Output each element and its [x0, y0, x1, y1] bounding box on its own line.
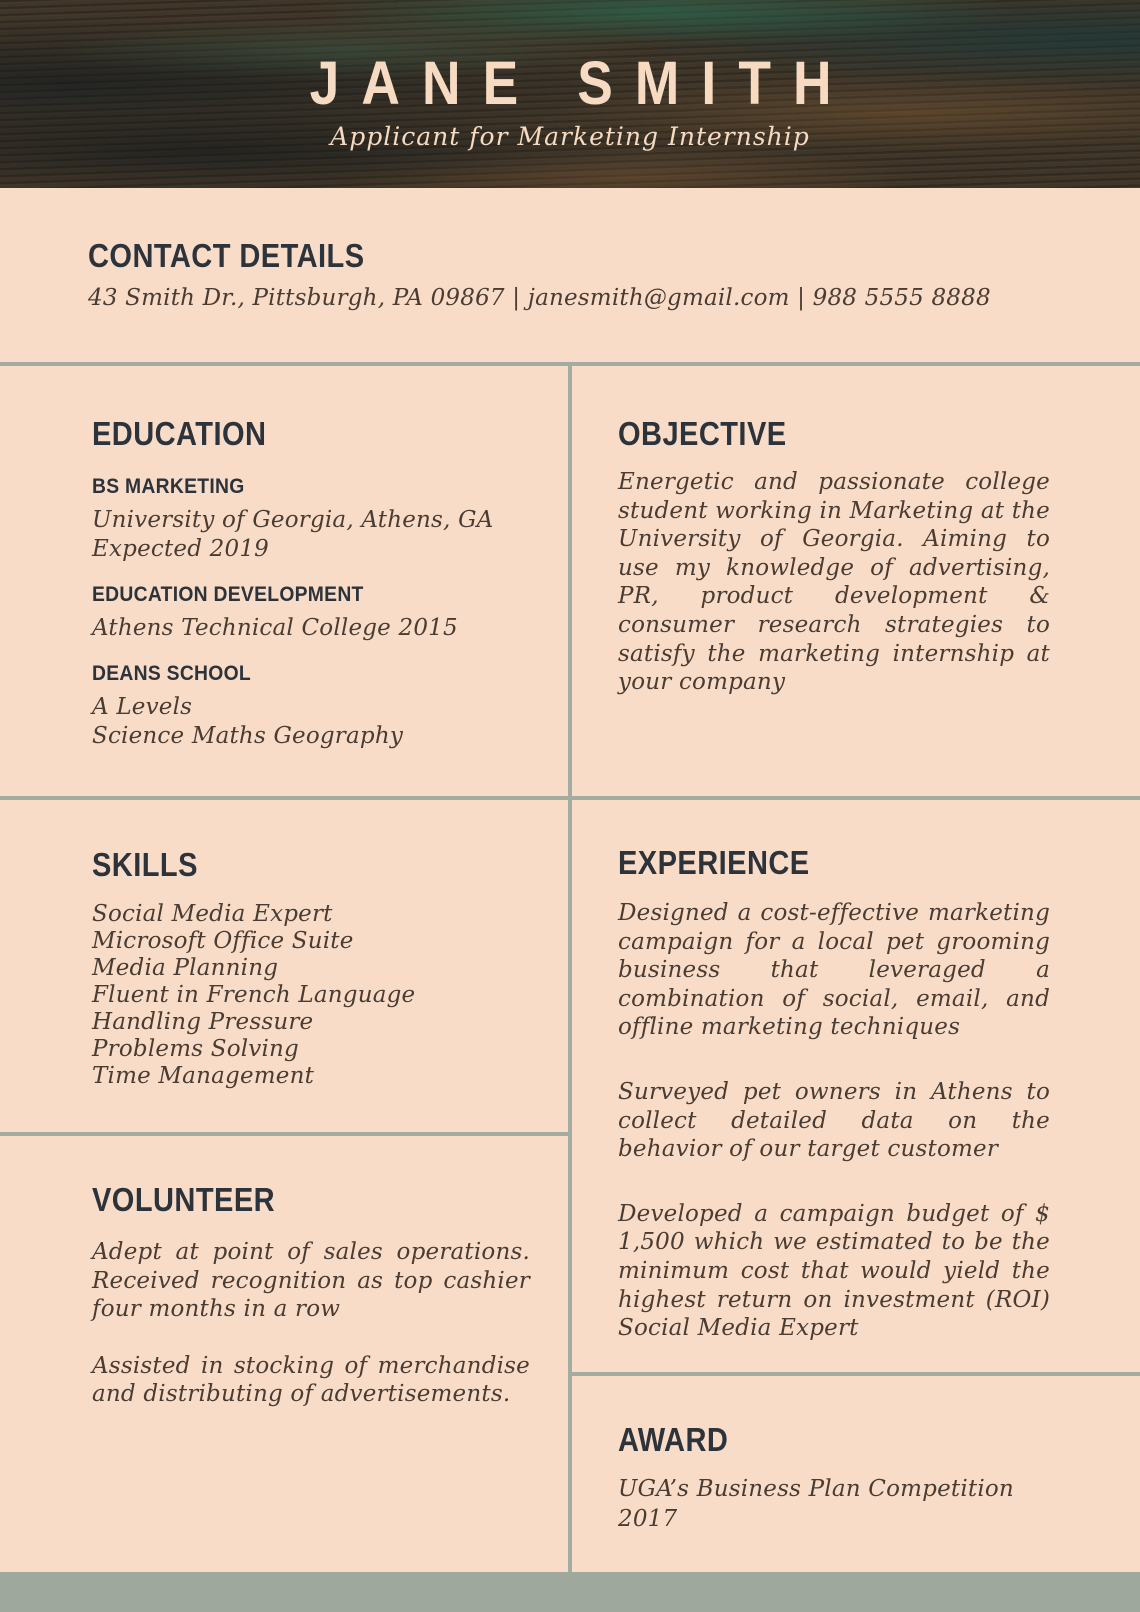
applicant-subtitle: Applicant for Marketing Internship: [330, 122, 810, 151]
education-heading: EDUCATION: [92, 415, 267, 452]
experience-paragraph: Surveyed pet owners in Athens to collect detailed data on the behavior of our target customer: [618, 1078, 1050, 1163]
skill-item: Time Management: [92, 1063, 315, 1089]
contact-section: [88, 236, 1048, 313]
education-entry: [92, 661, 528, 751]
divider-right-column: [572, 1372, 1140, 1376]
skill-item: Microsoft Office Suite: [92, 928, 354, 954]
education-entry: [92, 474, 528, 564]
education-entry-line: Athens Technical College 2015: [92, 615, 458, 641]
education-entry-line: Science Maths Geography: [92, 723, 404, 749]
divider-left-column: [0, 1132, 568, 1136]
award-section: [618, 1420, 1050, 1534]
applicant-name: JANE SMITH: [310, 49, 854, 118]
objective-heading: OBJECTIVE: [618, 415, 787, 452]
divider-vertical: [568, 366, 572, 1572]
footer-bar: [0, 1572, 1140, 1612]
contact-line: 43 Smith Dr., Pittsburgh, PA 09867 | janesmith@gmail.com | 988 5555 8888: [88, 285, 991, 311]
experience-paragraph: Developed a campaign budget of $ 1,500 which we estimated to be the minimum cost that would yield the highest return on investment (ROI) Social Media Expert: [618, 1200, 1050, 1342]
experience-heading: EXPERIENCE: [618, 844, 810, 881]
award-line: UGA’s Business Plan Competition: [618, 1476, 1014, 1502]
objective-text: Energetic and passionate college student working in Marketing at the University of Georgia. Aiming to use my knowledge of advertising, PR, product development & consumer research strategies to satisfy the marketing internship at your company: [618, 469, 1050, 696]
objective-section: [618, 414, 1050, 697]
education-entry-title: EDUCATION DEVELOPMENT: [92, 583, 364, 606]
skill-item: Media Planning: [92, 955, 279, 981]
award-line: 2017: [618, 1506, 678, 1532]
volunteer-heading: VOLUNTEER: [92, 1181, 276, 1218]
skill-item: Social Media Expert: [92, 901, 333, 927]
volunteer-section: [92, 1180, 530, 1437]
education-entry-title: BS MARKETING: [92, 475, 245, 498]
experience-paragraph: Designed a cost-effective marketing campaign for a local pet grooming business that leveraged a combination of social, email, and offline marketing techniques: [618, 900, 1050, 1041]
volunteer-paragraph: Assisted in stocking of merchandise and distributing of advertisements.: [92, 1352, 530, 1408]
skill-item: Handling Pressure: [92, 1009, 314, 1035]
experience-section: [618, 843, 1050, 1343]
skills-section: [92, 845, 528, 1090]
contact-heading: CONTACT DETAILS: [88, 237, 365, 274]
education-entry-line: University of Georgia, Athens, GA: [92, 507, 494, 533]
education-entry: [92, 582, 528, 643]
award-heading: AWARD: [618, 1421, 729, 1458]
education-entry-line: Expected 2019: [92, 536, 269, 562]
education-entry-title: DEANS SCHOOL: [92, 662, 251, 685]
volunteer-paragraph: Adept at point of sales operations. Received recognition as top cashier four months in a row: [92, 1239, 530, 1323]
education-section: [92, 414, 528, 769]
skill-item: Fluent in French Language: [92, 982, 416, 1008]
header-banner: [0, 0, 1140, 188]
skill-item: Problems Solving: [92, 1036, 299, 1062]
education-entry-line: A Levels: [92, 694, 193, 720]
skills-heading: SKILLS: [92, 846, 198, 883]
